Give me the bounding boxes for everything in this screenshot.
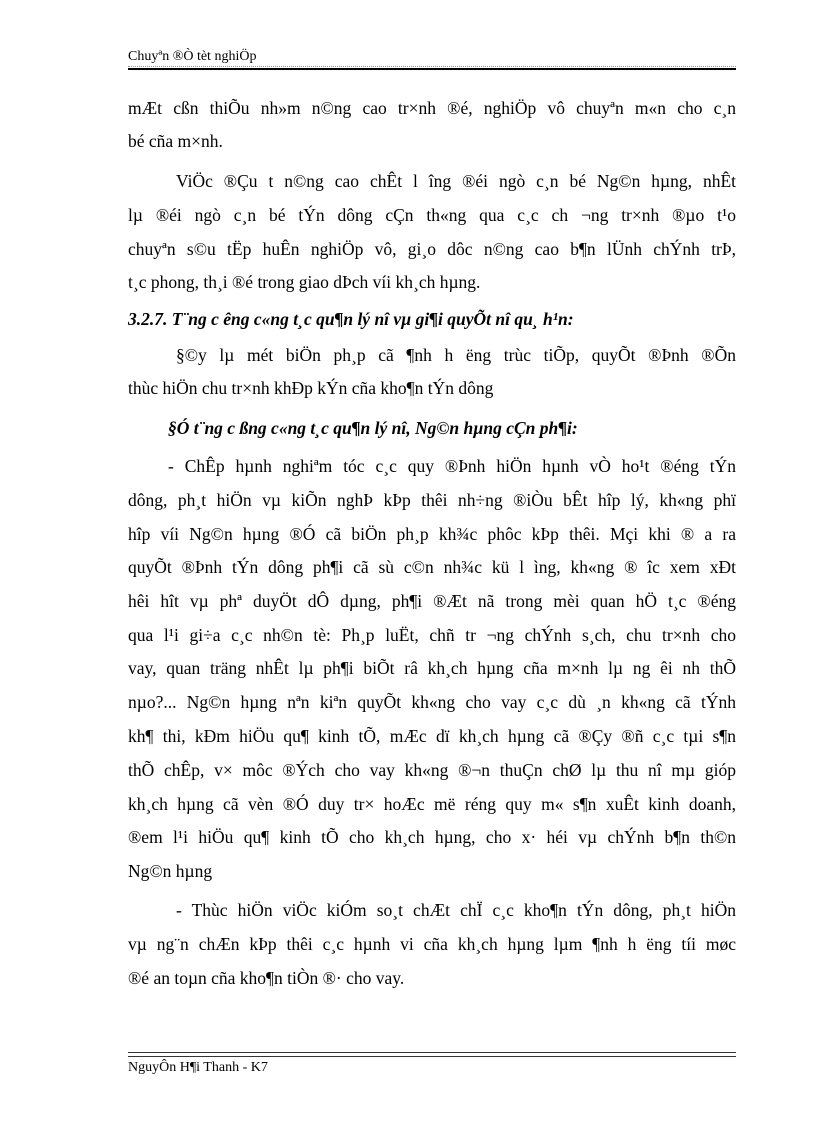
paragraph-line: mÆt cßn thiÕu nh»m n©ng cao tr×nh ®é, nghiÖp vô chuyªn m«n cho c¸n [128, 98, 736, 118]
paragraph-line: bé cña m×nh. [128, 131, 223, 151]
paragraph-line: - ChÊp hµnh nghiªm tóc c¸c quy ®Þnh hiÖn hµnh vÒ ho¹t ®éng tÝn [168, 456, 736, 476]
paragraph-line: kh¸ch hµng cã vèn ®Ó duy tr× hoÆc më réng quy m« s¶n xuÊt kinh doanh, [128, 794, 736, 814]
paragraph-line: nµo?... Ng©n hµng nªn kiªn quyÕt kh«ng cho vay c¸c dù ¸n kh«ng cã tÝnh [128, 692, 736, 712]
paragraph-line: thùc hiÖn chu tr×nh khÐp kÝn cña kho¶n tÝn dông [128, 378, 494, 398]
paragraph-line: vay, quan träng nhÊt lµ ph¶i biÕt râ kh¸ch hµng cña m×nh lµ ng êi nh thÕ [128, 658, 736, 678]
paragraph-line: ®em l¹i hiÖu qu¶ kinh tÕ cho kh¸ch hµng, cho x· héi vµ chÝnh b¶n th©n [128, 827, 736, 847]
paragraph-line: hêi hît vµ phª duyÖt dÔ dµng, ph¶i ®Æt nã trong mèi quan hÖ t¸c ®éng [128, 591, 736, 611]
paragraph-line: quyÕt ®Þnh tÝn dông ph¶i cã sù c©n nh¾c kü l ìng, kh«ng ® îc xem xÐt [128, 557, 736, 577]
sub-heading: §Ó t¨ng c ßng c«ng t¸c qu¶n lý nî, Ng©n hµng cÇn ph¶i: [168, 418, 578, 438]
paragraph-line: hîp víi Ng©n hµng ®Ó cã biÖn ph¸p kh¾c phôc kÞp thêi. Mçi khi ® a ra [128, 524, 736, 544]
running-header: Chuyªn ®Ò tèt nghiÖp [128, 49, 257, 64]
paragraph-line: thÕ chÊp, v× môc ®Ých cho vay kh«ng ®¬n thuÇn chØ lµ thu nî mµ gióp [128, 760, 736, 780]
paragraph-line: vµ ng¨n chÆn kÞp thêi c¸c hµnh vi cña kh¸ch hµng lµm ¶nh h ëng tíi møc [128, 934, 736, 954]
paragraph-line: - Thùc hiÖn viÖc kiÓm so¸t chÆt chÏ c¸c kho¶n tÝn dông, ph¸t hiÖn [176, 900, 736, 920]
paragraph-line: chuyªn s©u tËp huÊn nghiÖp vô, gi¸o dôc n©ng cao b¶n lÜnh chÝnh trÞ, [128, 239, 736, 259]
footer-author: NguyÔn H¶i Thanh - K7 [128, 1060, 268, 1075]
paragraph-line: ®é an toµn cña kho¶n tiÒn ®· cho vay. [128, 968, 405, 988]
paragraph-line: kh¶ thi, kÐm hiÖu qu¶ kinh tÕ, mÆc dï kh¸ch hµng cã ®Çy ®ñ c¸c tµi s¶n [128, 726, 736, 746]
paragraph-line: qua l¹i gi÷a c¸c nh©n tè: Ph¸p luËt, chñ tr ¬ng chÝnh s¸ch, chu tr×nh cho [128, 625, 736, 645]
footer-rule [128, 1052, 736, 1057]
paragraph-line: lµ ®éi ngò c¸n bé tÝn dông cÇn th«ng qua c¸c ch ¬ng tr×nh ®µo t¹o [128, 205, 736, 225]
header-rule [128, 68, 736, 70]
paragraph-line: dông, ph¸t hiÖn vµ kiÕn nghÞ kÞp thêi nh÷ng ®iÒu bÊt hîp lý, kh«ng phï [128, 490, 736, 510]
paragraph-line: ViÖc ®Çu t n©ng cao chÊt l îng ®éi ngò c¸n bé Ng©n hµng, nhÊt [176, 171, 736, 191]
paragraph-line: t¸c phong, th¸i ®é trong giao dÞch víi kh¸ch hµng. [128, 272, 481, 292]
paragraph-line: §©y lµ mét biÖn ph¸p cã ¶nh h ëng trùc tiÕp, quyÕt ®Þnh ®Õn [176, 345, 736, 365]
section-heading: 3.2.7. T¨ng c êng c«ng t¸c qu¶n lý nî vµ gi¶i quyÕt nî qu¸ h¹n: [128, 309, 574, 329]
header-dotted-rule [128, 66, 736, 67]
paragraph-line: Ng©n hµng [128, 861, 213, 881]
